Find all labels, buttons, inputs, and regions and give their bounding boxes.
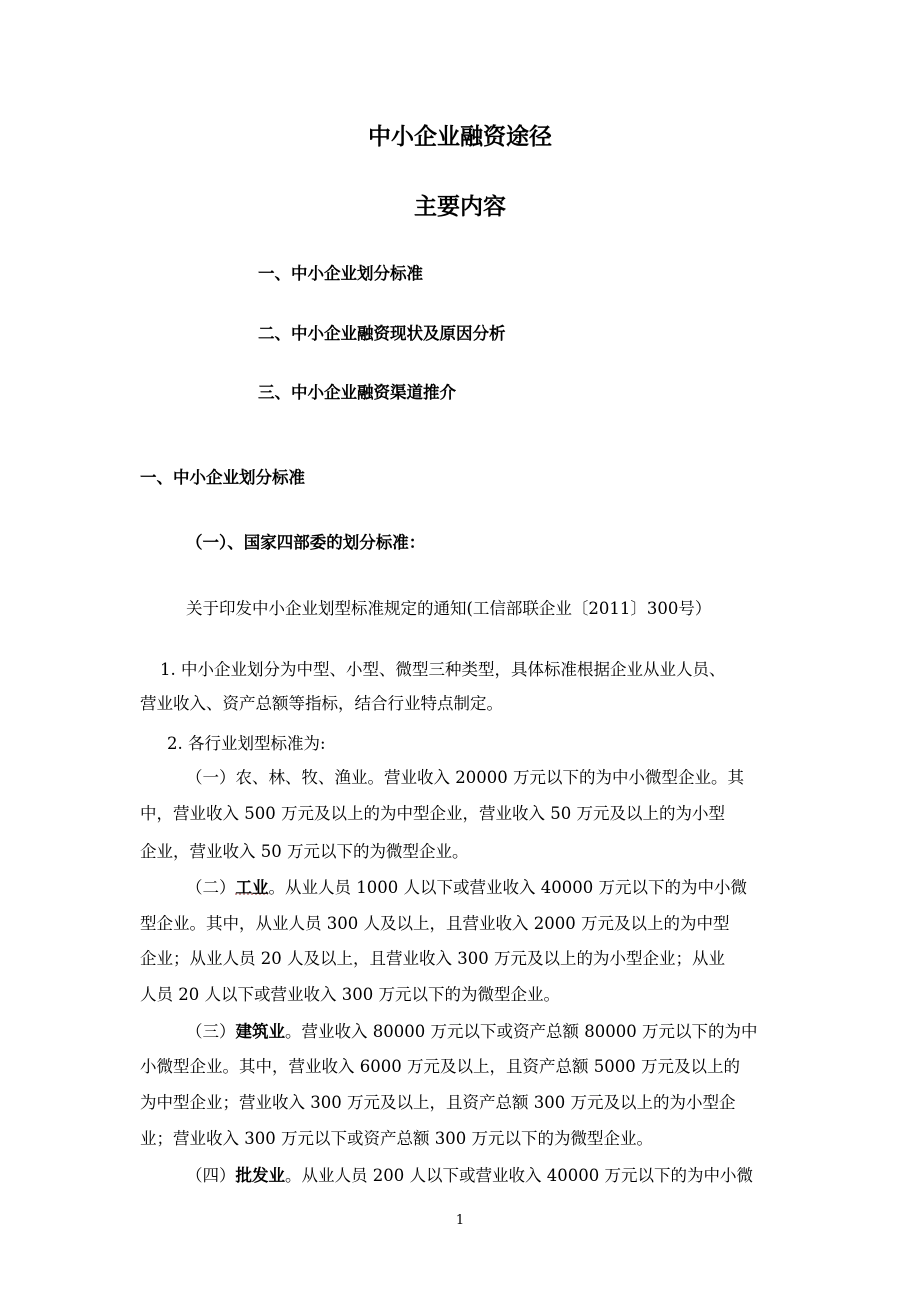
item-prefix: （二） — [186, 878, 236, 897]
item-prefix: （三） — [186, 1022, 236, 1041]
paragraph-line: 企业，营业收入 50 万元以下的为微型企业。 — [140, 842, 469, 861]
paragraph-line: 中，营业收入 500 万元及以上的为中型企业，营业收入 50 万元及以上的为小型 — [140, 804, 725, 823]
toc-item: 二、中小企业融资现状及原因分析 — [258, 324, 506, 343]
paragraph-line: 2. 各行业划型标准为: — [167, 734, 326, 753]
paragraph-line — [186, 1164, 753, 1188]
notice-title: 关于印发中小企业划型标准规定的通知(工信部联企业〔2011〕300号） — [186, 599, 712, 618]
document-subtitle: 主要内容 — [414, 194, 506, 220]
page-number: 1 — [455, 1213, 465, 1228]
paragraph-line: 小微型企业。其中，营业收入 6000 万元及以上，且资产总额 5000 万元及以上的 — [140, 1057, 740, 1076]
toc-item: 三、中小企业融资渠道推介 — [258, 383, 456, 402]
industry-keyword: 工业 — [235, 878, 269, 897]
paragraph-line: 营业收入、资产总额等指标，结合行业特点制定。 — [140, 694, 503, 713]
paragraph-line: 业；营业收入 300 万元以下或资产总额 300 万元以下的为微型企业。 — [140, 1129, 653, 1148]
paragraph-line: 人员 20 人以下或营业收入 300 万元以下的为微型企业。 — [140, 985, 560, 1004]
item-text: 。营业收入 80000 万元以下或资产总额 80000 万元以下的为中 — [285, 1022, 758, 1041]
industry-keyword: 建筑业 — [235, 1022, 285, 1041]
toc-item: 一、中小企业划分标准 — [258, 264, 423, 283]
document-title: 中小企业融资途径 — [368, 124, 552, 150]
paragraph-line: 1. 中小企业划分为中型、小型、微型三种类型，具体标准根据企业从业人员、 — [160, 660, 726, 679]
industry-keyword: 批发业 — [235, 1166, 285, 1185]
paragraph-line: 型企业。其中，从业人员 300 人及以上，且营业收入 2000 万元及以上的为中型 — [140, 914, 730, 933]
paragraph-line: （一）农、林、牧、渔业。营业收入 20000 万元以下的为中小微型企业。其 — [186, 768, 744, 787]
paragraph-line: 为中型企业；营业收入 300 万元及以上，且资产总额 300 万元及以上的为小型企 — [140, 1093, 736, 1112]
item-text: 。从业人员 1000 人以下或营业收入 40000 万元以下的为中小微 — [268, 878, 747, 897]
paragraph-line — [186, 1020, 757, 1044]
paragraph-line: 企业；从业人员 20 人及以上，且营业收入 300 万元及以上的为小型企业；从业 — [140, 949, 725, 968]
item-prefix: （四） — [186, 1166, 236, 1185]
item-text: 。从业人员 200 人以下或营业收入 40000 万元以下的为中小微 — [285, 1166, 753, 1185]
subsection-heading: （一）、国家四部委的划分标准： — [186, 533, 426, 552]
section-heading: 一、中小企业划分标准 — [140, 468, 305, 487]
paragraph-line — [186, 876, 747, 900]
